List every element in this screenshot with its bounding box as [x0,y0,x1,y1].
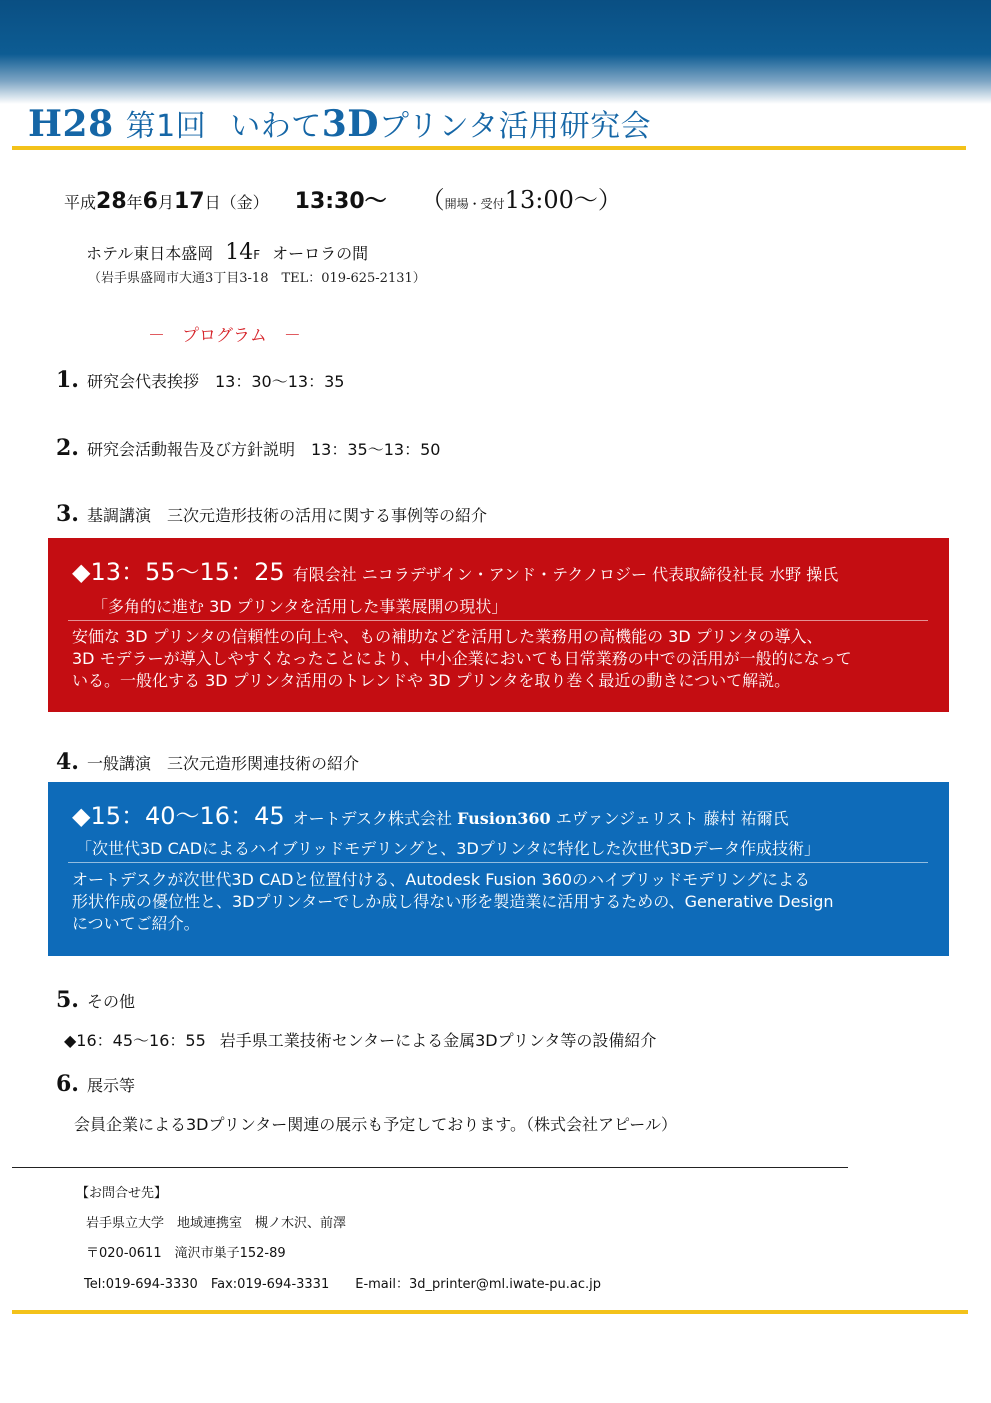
item-number: 5. [56,987,79,1013]
venue-floor-unit: F [253,248,261,262]
keynote-desc-line: 3D モデラーが導入しやすくなったことにより、中小企業においても日常業務の中での活用が一般的になって [72,649,852,668]
keynote-time: ◆13：55～15：25 [72,558,285,586]
general-description [72,869,938,935]
page-title [28,100,968,148]
general-divider [68,862,928,863]
venue-address: （岩手県盛岡市大通3丁目3-18 TEL：019-625-2131） [88,271,426,286]
other-session [64,1028,656,1054]
title-rest: プリンタ活用研究会 [379,109,652,144]
contact-divider [12,1167,848,1168]
program-heading: － プログラム － [148,326,301,346]
program-item-5 [56,986,135,1016]
item-text: 一般講演 三次元造形関連技術の紹介 [86,754,359,773]
keynote-desc-line: 安価な 3D プリンタの信頼性の向上や、もの補助などを活用した業務用の高機能の 3D プリンタの導入、 [72,627,823,646]
date-month-unit: 月 [157,193,174,212]
date-year: 28 [96,189,127,214]
program-item-6 [56,1070,135,1100]
footer-rule [12,1310,968,1314]
item-text: 展示等 [86,1076,135,1095]
title-edition: H28 [28,103,114,145]
open-label: 開場・受付 [444,197,505,211]
title-session: 第1回 [125,109,207,144]
item-number: 6. [56,1071,79,1097]
program-item-1 [56,366,344,396]
general-product: Fusion360 [457,809,551,828]
item-text: 基調講演 三次元造形技術の活用に関する事例等の紹介 [86,506,487,525]
general-desc-line: 形状作成の優位性と、3Dプリンターでしか成し得ない形を製造業に活用するための、Generative Design [72,892,834,911]
item-text: 研究会代表挨拶 [86,372,199,391]
date-era: 平成 [64,193,97,212]
item-time: 13：30～13：35 [214,372,345,391]
venue [86,240,368,268]
event-date [64,180,964,220]
venue-room: オーロラの間 [272,244,369,263]
program-item-3 [56,500,487,530]
item-text: その他 [86,992,135,1011]
date-day: 17 [173,189,205,214]
contact-postal: 〒020-0611 滝沢市巣子152-89 [86,1246,286,1261]
other-time: ◆16：45～16：55 [64,1031,206,1050]
item-number: 4. [56,749,79,775]
venue-name: ホテル東日本盛岡 [86,244,214,263]
title-prefix: いわて [230,109,322,144]
general-time: ◆15：40～16：45 [72,802,285,830]
general-lecture-box [48,782,949,956]
general-desc-line: についてご紹介。 [72,914,200,933]
keynote-divider [68,620,928,621]
item-number: 2. [56,435,79,461]
keynote-topic: 「多角的に進む 3D プリンタを活用した事業展開の現状」 [92,597,508,616]
item-number: 3. [56,501,79,527]
exhibit-text: 会員企業による3Dプリンター関連の展示も予定しております。（株式会社アピール） [74,1115,677,1134]
program-item-4 [56,748,359,778]
general-topic: 「次世代3D CADによるハイブリッドモデリングと、3Dプリンタに特化した次世代3Dデータ作成技術」 [76,839,820,858]
contact-heading: 【お問合せ先】 [76,1186,168,1201]
open-paren: （ [420,186,445,214]
start-time: 13:30～ [294,189,387,214]
general-header [72,796,789,831]
date-day-unit: 日 [204,193,221,212]
contact-tel-email[interactable]: Tel:019-694-3330 Fax:019-694-3331 E-mail：3d_printer@ml.iwate-pu.ac.jp [84,1277,602,1292]
item-number: 1. [56,367,79,393]
keynote-desc-line: いる。一般化する 3D プリンタ活用のトレンドや 3D プリンタを取り巻く最近の動きについて解説。 [72,671,791,690]
general-desc-line: オートデスクが次世代3D CADと位置付ける、Autodesk Fusion 360のハイブリッドモデリングによる [72,870,810,889]
date-weekday: （金） [220,193,269,212]
other-text: 岩手県工業技術センターによる金属3Dプリンタ等の設備紹介 [219,1031,657,1050]
open-time: 13:00～） [504,186,622,214]
program-item-2 [56,434,440,464]
keynote-description [72,626,938,692]
item-text: 研究会活動報告及び方針説明 [86,440,295,459]
date-year-unit: 年 [126,193,143,212]
venue-floor: 14 [225,240,254,265]
general-speaker: エヴァンジェリスト 藤村 祐爾氏 [555,809,789,828]
item-time: 13：35～13：50 [310,440,441,459]
keynote-header [72,552,838,587]
title-3d: 3D [321,103,379,145]
title-underline [12,146,966,150]
keynote-box [48,538,949,712]
contact-org: 岩手県立大学 地域連携室 槻ノ木沢、前澤 [86,1216,347,1231]
general-company: オートデスク株式会社 [292,809,452,828]
date-month: 6 [142,189,158,214]
header-band [0,0,991,104]
keynote-speaker: 有限会社 ニコラデザイン・アンド・テクノロジー 代表取締役社長 水野 操氏 [292,565,839,584]
